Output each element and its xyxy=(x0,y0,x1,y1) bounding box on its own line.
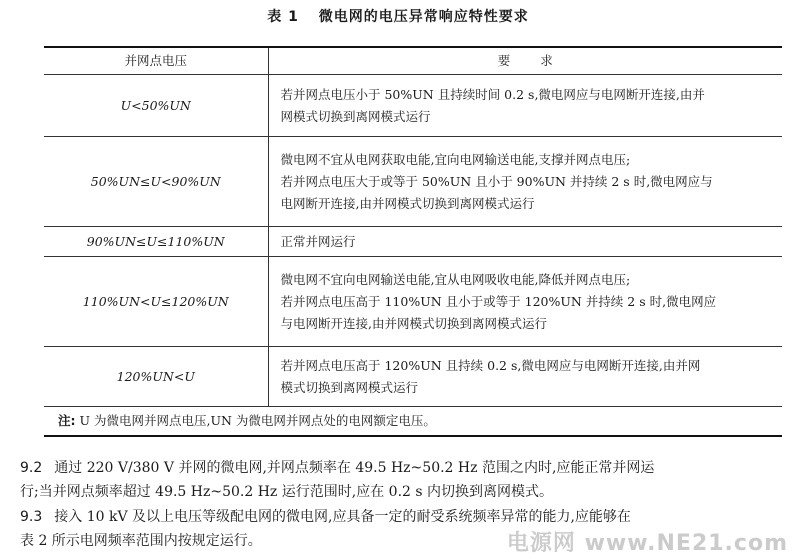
note-text: U 为微电网并网点电压,UN 为微电网并网点处的电网额定电压。 xyxy=(79,413,436,428)
requirement-line: 正常并网运行 xyxy=(280,233,356,249)
header-requirement: 要求 xyxy=(268,47,782,75)
table-header-row xyxy=(44,47,782,75)
voltage-cell: 110%UN<U≤120%UN xyxy=(44,257,268,347)
table-note xyxy=(44,407,782,437)
paragraph-line: 表 2 所示电网频率范围内按规定运行。 xyxy=(20,533,262,549)
requirement-cell xyxy=(268,137,782,227)
table-row xyxy=(44,347,782,407)
watermark: 电源网 www.NE21.com xyxy=(506,531,788,556)
requirement-line: 微电网不宜向电网输送电能,宜从电网吸收电能,降低并网点电压; xyxy=(280,271,631,287)
requirement-line: 若并网点电压高于 110%UN 且小于或等于 120%UN 并持续 2 s 时,微电网应 xyxy=(280,293,717,309)
table-title: 微电网的电压异常响应特性要求 xyxy=(318,9,529,25)
requirement-line: 若并网点电压小于 50%UN 且持续时间 0.2 s,微电网应与电网断开连接,由并 xyxy=(280,86,705,102)
section-number: 9.3 xyxy=(20,509,43,525)
table-row xyxy=(44,227,782,257)
requirement-line: 微电网不宜从电网获取电能,宜向电网输送电能,支撑并网点电压; xyxy=(280,151,631,167)
requirement-cell xyxy=(268,347,782,407)
table-row xyxy=(44,257,782,347)
paragraph-line: 接入 10 kV 及以上电压等级配电网的微电网,应具备一定的耐受系统频率异常的能力,应能够在 xyxy=(54,509,631,525)
table-row xyxy=(44,75,782,137)
paragraph-line: 行;当并网点频率超过 49.5 Hz~50.2 Hz 运行范围时,应在 0.2 s 内切换到离网模式。 xyxy=(20,484,554,500)
section-number: 9.2 xyxy=(20,460,43,476)
voltage-cell: U<50%UN xyxy=(44,75,268,137)
requirement-line: 电网断开连接,由并网模式切换到离网模式运行 xyxy=(280,195,535,211)
requirement-cell xyxy=(268,227,782,257)
requirement-line: 若并网点电压大于或等于 50%UN 且小于 90%UN 并持续 2 s 时,微电网应与 xyxy=(280,173,713,189)
requirement-line: 网模式切换到离网模式运行 xyxy=(280,108,431,124)
voltage-cell: 90%UN≤U≤110%UN xyxy=(44,227,268,257)
voltage-cell: 120%UN<U xyxy=(44,347,268,407)
table-number: 表 1 xyxy=(267,9,299,25)
requirement-line: 若并网点电压高于 120%UN 且持续 0.2 s,微电网应与电网断开连接,由并网 xyxy=(280,357,701,373)
requirement-line: 与电网断开连接,由并网模式切换到离网模式运行 xyxy=(280,315,547,331)
requirement-line: 模式切换到离网模式运行 xyxy=(280,379,419,395)
header-voltage: 并网点电压 xyxy=(44,47,268,75)
voltage-requirements-table xyxy=(44,46,782,437)
paragraph-line: 通过 220 V/380 V 并网的微电网,并网点频率在 49.5 Hz~50.2 Hz 范围之内时,应能正常并网运 xyxy=(54,460,655,476)
table-caption xyxy=(0,6,796,26)
note-label: 注: xyxy=(58,413,76,428)
voltage-cell: 50%UN≤U<90%UN xyxy=(44,137,268,227)
requirement-cell xyxy=(268,257,782,347)
paragraph-9-2 xyxy=(20,456,790,504)
table-note-row xyxy=(44,407,782,437)
table-row xyxy=(44,137,782,227)
requirement-cell xyxy=(268,75,782,137)
